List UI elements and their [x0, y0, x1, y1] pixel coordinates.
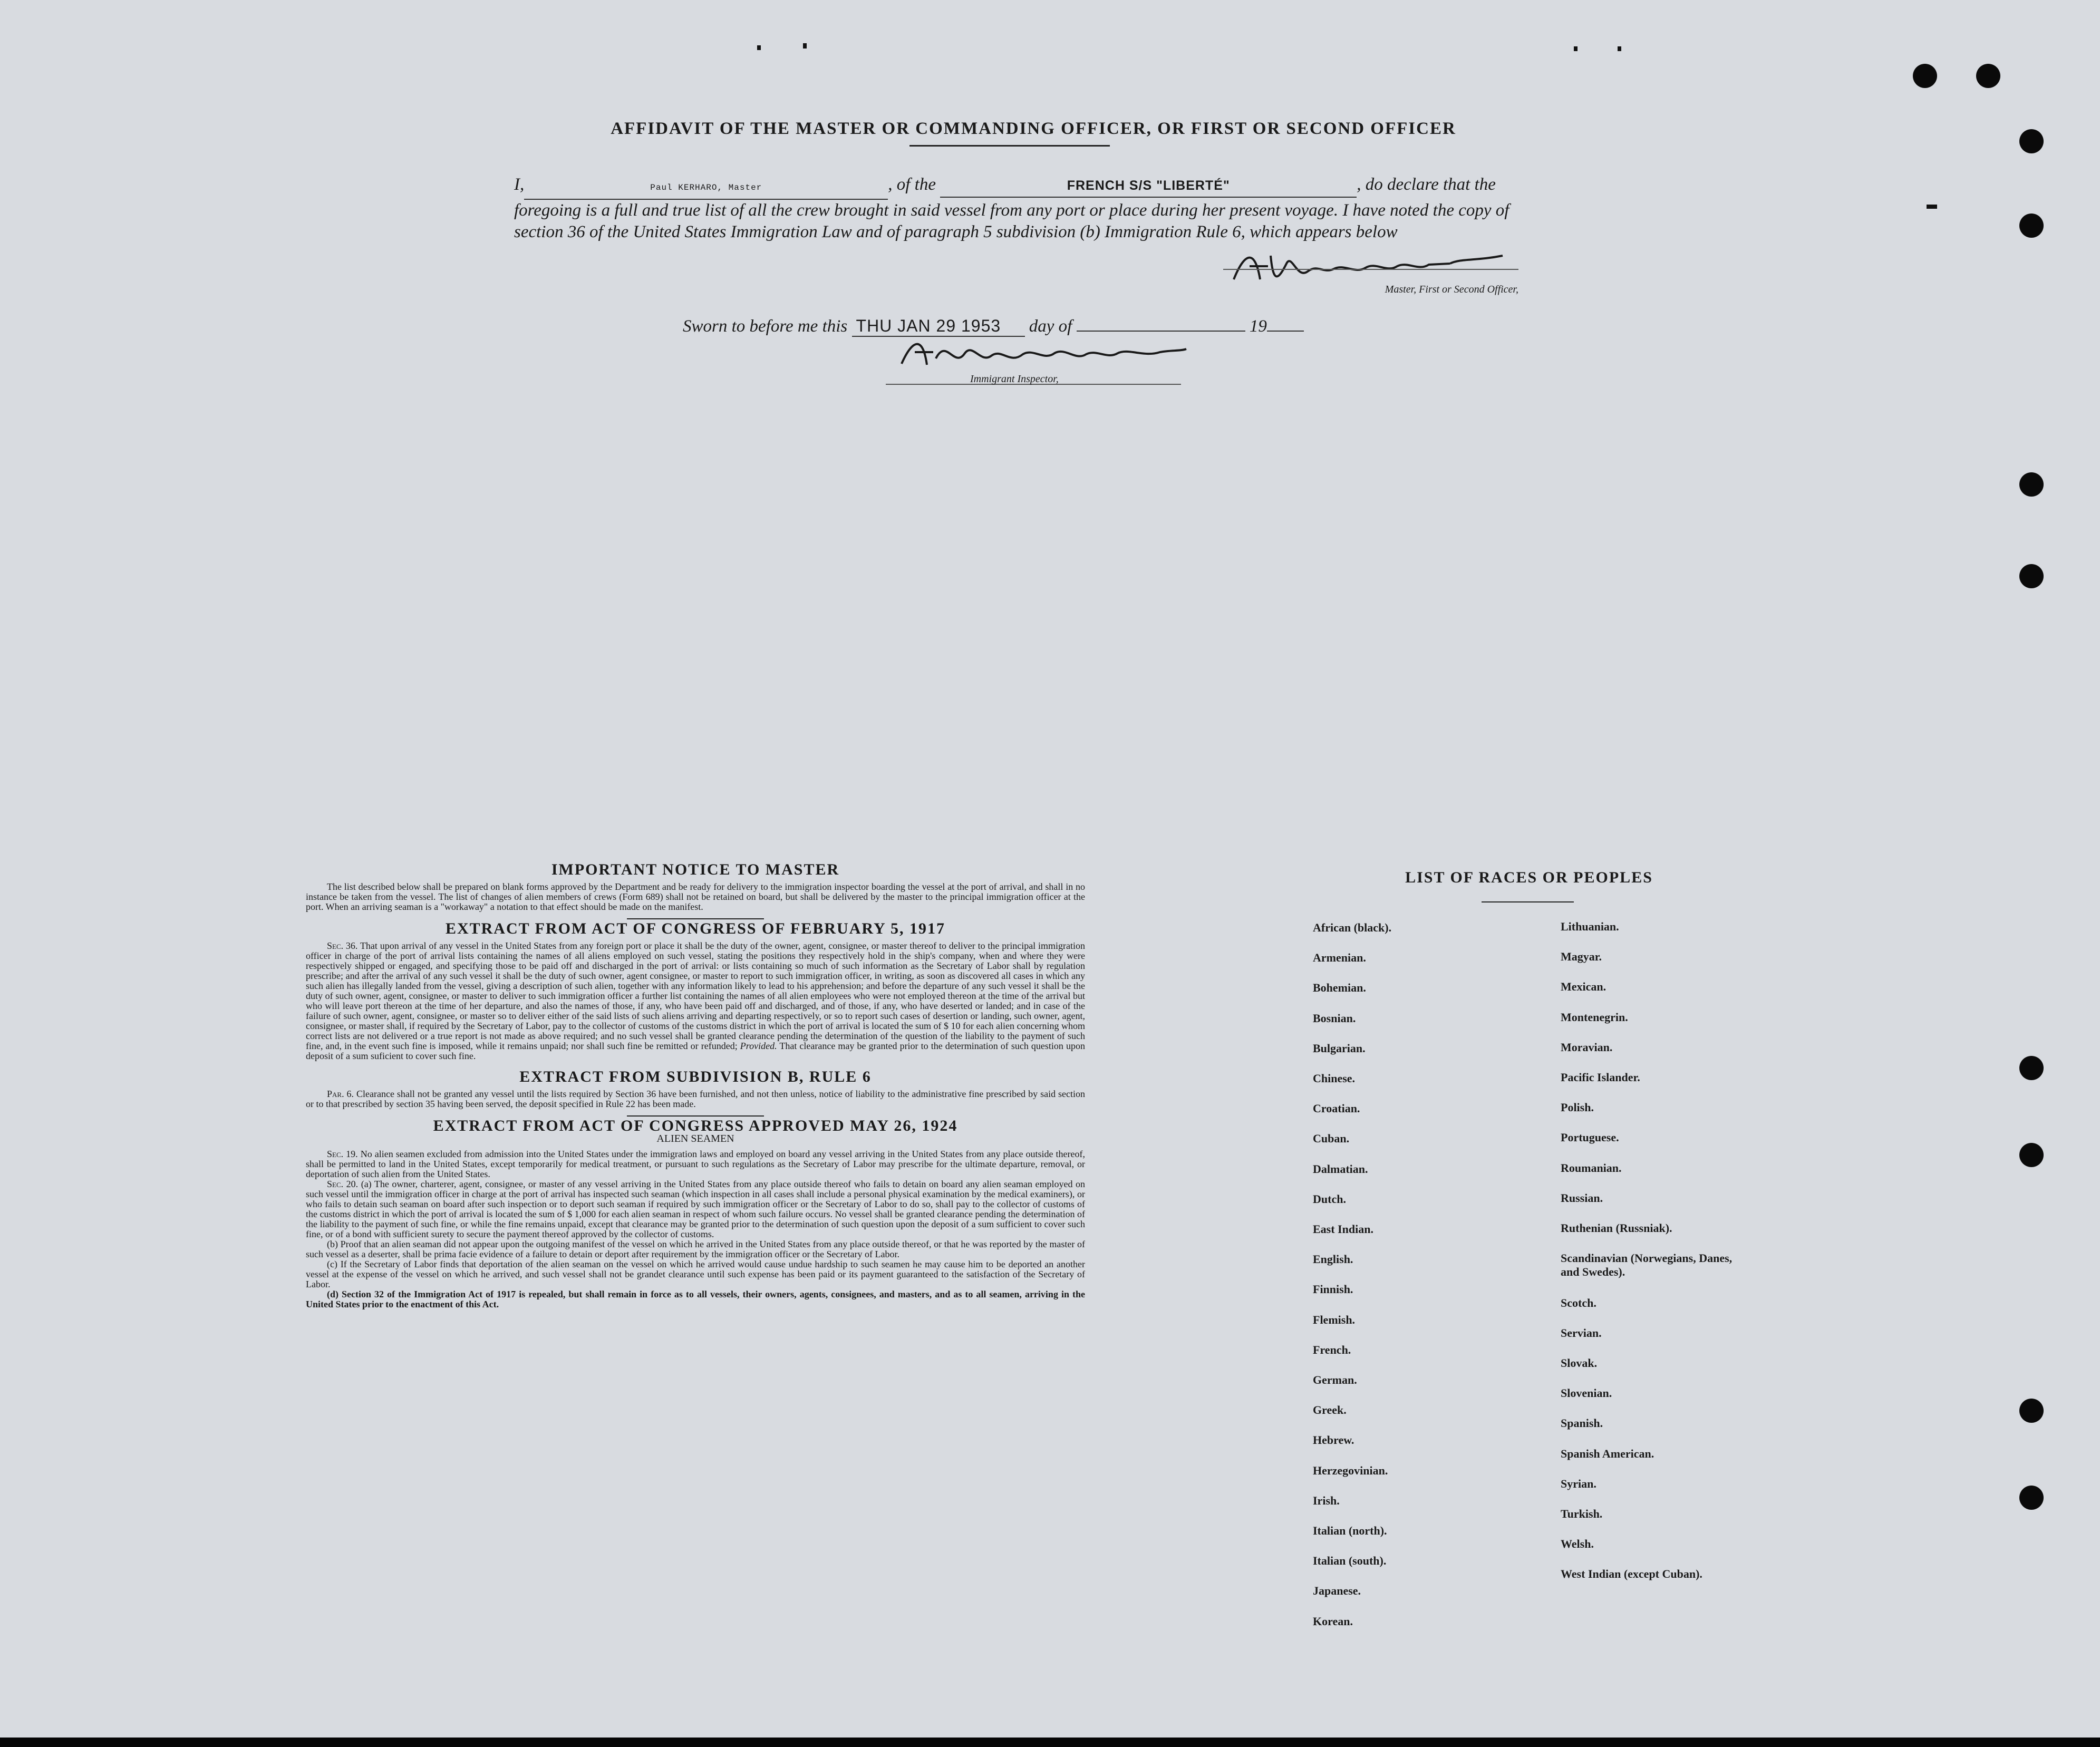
- month-field: [1077, 331, 1245, 332]
- punch-hole: [2019, 129, 2044, 153]
- sec19-text: No alien seamen excluded from admission into the United States under the immigration laws and employed on board any vessel arriving in the United States from any place outside thereof, shall be permitted to land in the United States, except temporarily for medical treatment, or pursuant to such regulations as the Secretary of Labor may prescribe for the ultimate departure, removal, or deportation of such alien from the United States.: [306, 1149, 1086, 1179]
- divider: [627, 918, 764, 919]
- title-underline: [909, 145, 1110, 147]
- race-item: Dalmatian.: [1313, 1162, 1368, 1176]
- sec36-end: That clearance may be granted prior to the determination of such question upon deposit of a sum suficient to cover such fine.: [306, 1041, 1085, 1061]
- race-item: French.: [1313, 1343, 1351, 1356]
- signature-label: Master, First or Second Officer,: [1385, 284, 1518, 295]
- inspector-label: Immigrant Inspector,: [970, 373, 1059, 385]
- race-item: Herzegovinian.: [1313, 1464, 1388, 1477]
- year-prefix: 19: [1249, 317, 1267, 336]
- i-text: I,: [514, 175, 525, 194]
- alien-seamen-heading: ALIEN SEAMEN: [656, 1133, 734, 1144]
- ink-speck: [1618, 46, 1621, 51]
- sec36-label: Sec. 36.: [327, 940, 358, 951]
- race-item: Pacific Islander.: [1561, 1071, 1640, 1084]
- signature-line: [1223, 269, 1518, 270]
- of-the-text: , of the: [888, 175, 936, 194]
- par6-text: Clearance shall not be granted any vessel until the lists required by Section 36 have been furnished, and not then unless, notice of liability to the administrative fine prescribed by said section or to that prescribed by section 35 having been served, the deposit specified in Rule 22 has been made.: [306, 1089, 1086, 1109]
- act-1917-title: EXTRACT FROM ACT OF CONGRESS OF FEBRUARY 5, 1917: [445, 920, 946, 937]
- race-item: Italian (south).: [1313, 1554, 1387, 1567]
- race-item: Korean.: [1313, 1615, 1353, 1628]
- punch-hole: [2019, 1143, 2044, 1167]
- vessel-field: FRENCH S/S "LIBERTÉ": [940, 175, 1357, 198]
- race-item: Scandinavian (Norwegians, Danes, and Swedes).: [1561, 1251, 1733, 1278]
- notice-section: [306, 861, 1086, 1309]
- affidavit-title: AFFIDAVIT OF THE MASTER OR COMMANDING OFFICER, OR FIRST OR SECOND OFFICER: [611, 119, 1456, 138]
- race-item: Montenegrin.: [1561, 1011, 1628, 1024]
- race-item: Polish.: [1561, 1101, 1594, 1114]
- race-item: East Indian.: [1313, 1222, 1373, 1236]
- notice-title: IMPORTANT NOTICE TO MASTER: [551, 861, 840, 878]
- race-item: Mexican.: [1561, 980, 1607, 993]
- race-item: Bulgarian.: [1313, 1042, 1366, 1055]
- race-item: Armenian.: [1313, 951, 1366, 964]
- sec19-label: Sec. 19.: [327, 1149, 358, 1159]
- sworn-text: Sworn to before me this: [683, 317, 848, 336]
- year-field: [1267, 331, 1304, 332]
- race-item: Welsh.: [1561, 1537, 1594, 1550]
- day-of-text: day of: [1029, 317, 1072, 336]
- act-1924-title: EXTRACT FROM ACT OF CONGRESS APPROVED MAY 26, 1924: [433, 1117, 958, 1134]
- sworn-date-stamp: THU JAN 29 1953: [852, 316, 1025, 337]
- punch-hole: [2019, 472, 2044, 497]
- punch-hole: [2019, 1056, 2044, 1080]
- section-36: [306, 941, 1085, 1061]
- race-item: Russian.: [1561, 1191, 1603, 1205]
- race-item: Croatian.: [1313, 1102, 1360, 1115]
- section-20b: (b) Proof that an alien seaman did not appear upon the outgoing manifest of the vessel on which he arrived in the United States from any place outside thereof, or that he was reported by the master of such vessel as a deserter, shall be prima facie evidence of a failure to detain or deport after requirement by the immigration officer or the Secretary of Labor.: [306, 1239, 1085, 1259]
- race-item: Servian.: [1561, 1326, 1602, 1340]
- statement-text: that the foregoing is a full and true list of all the crew brought in said vessel from any port or place during her present voyage. I have noted the copy of section 36 of the United States Immigration Law and of paragraph 5 subdivision (b) Immigration Rule 6, which appears below: [514, 175, 1509, 241]
- race-item: Finnish.: [1313, 1283, 1353, 1296]
- race-item: West Indian (except Cuban).: [1561, 1567, 1702, 1580]
- punch-hole: [2019, 213, 2044, 238]
- race-item: Spanish American.: [1561, 1447, 1654, 1460]
- section-20d: (d) Section 32 of the Immigration Act of 1917 is repealed, but shall remain in force as to all vessels, their owners, agents, consignees, and masters, and as to all seamen, arriving in the United States prior to the enactment of this Act.: [306, 1289, 1085, 1309]
- ink-speck: [1574, 46, 1578, 51]
- race-item: Slovak.: [1561, 1356, 1598, 1370]
- race-item: Syrian.: [1561, 1477, 1596, 1490]
- race-item: Spanish.: [1561, 1416, 1603, 1430]
- race-item: Lithuanian.: [1561, 920, 1619, 933]
- race-item: Cuban.: [1313, 1132, 1350, 1145]
- notice-intro: The list described below shall be prepared on blank forms approved by the Department and be ready for delivery to the immigration inspector boarding the vessel at the port of arrival, and shall in no instance be taken from the vessel. The list of changes of alien members of crews (Form 689) shall not be retained on board, but shall be delivered by the master to the principal immigration officer at the port. When an arriving seaman is a "workaway" a notation to that effect should be made on the manifest.: [306, 881, 1085, 912]
- race-item: Slovenian.: [1561, 1386, 1612, 1400]
- punch-hole: [2019, 1486, 2044, 1510]
- races-underline: [1482, 901, 1574, 902]
- sec36-provided: Provided.: [740, 1041, 777, 1051]
- ink-speck: [1927, 205, 1937, 209]
- race-item: Dutch.: [1313, 1192, 1346, 1206]
- sec20-label: Sec. 20.: [327, 1179, 359, 1189]
- section-20c: (c) If the Secretary of Labor finds that deportation of the alien seaman on the vessel on which he arrived would cause undue hardship to such seamen he may cause him to be deported an another vessel at the expense of the vessel on which he arrived, and such vessel shall not be grandet clearance until such expense has been paid or its payment guaranteed to the satisfaction of the Secretary of Labor.: [306, 1259, 1085, 1289]
- ink-speck: [757, 45, 761, 50]
- race-item: Bohemian.: [1313, 981, 1366, 994]
- race-item: Ruthenian (Russniak).: [1561, 1221, 1672, 1235]
- race-item: Scotch.: [1561, 1296, 1596, 1309]
- master-signature: [1228, 242, 1534, 290]
- race-item: Roumanian.: [1561, 1161, 1622, 1175]
- sec36-text: That upon arrival of any vessel in the United States from any foreign port or place it shall be the duty of the owner, agent, consignee, or master thereof to deliver to the principal immigration officer in charge of the port of arrival lists containing the names of all aliens employed on such vessel, stating the positions they respectively hold in the ship's company, when and where they were respectively shipped or engaged, and specifying those to be paid off and discharged in the port of arrival: or lists containing so much of such information as the Secretary of Labor shall by regulation prescribe; and after the arrival of any such vessel it shall be the duty of such owner, agent consignee, or master to report to such immigration officer, in writing, as soon as discovered all cases in which any such alien has illegally landed from the vessel, giving a description of such alien, together with any information likely to lead to his apprehension; and before the departure of any such vessel it shall be the duty of such owner, agent, consignee, or master to deliver to such immigration officer a further list containing the names of all alien employees who were not employed thereon at the time of the arrival but who will leave port thereon at the time of her departure, and also the names of those, if any, who have been paid off and discharged, and of those, if any, who have deserted or landed; and in case of the failure of such owner, agent, consignee, or master so to deliver either of the said lists of such aliens arriving and departing respectively, or so to report such cases of desertion or landing, such owner, agent, consignee, or master shall, if required by the Secretary of Labor, pay to the collector of customs of the customs district in which the port of arrival is located the sum of $ 10 for each alien concerning whom correct lists are not delivered or a true report is not made as above required; and no such vessel shall be granted clearance pending the determination of the question of the liability to the payment of such fine, and, in the event such fine is imposed, while it remains unpaid; nor shall such fine be remitted or refunded;: [306, 940, 1085, 1051]
- race-item: African (black).: [1313, 921, 1392, 934]
- punch-hole: [2019, 564, 2044, 588]
- race-item: Bosnian.: [1313, 1012, 1356, 1025]
- race-item: Moravian.: [1561, 1041, 1613, 1054]
- paragraph-6: [306, 1089, 1085, 1109]
- master-name-field: Paul KERHARO, Master: [524, 177, 888, 200]
- punch-hole: [1913, 64, 1937, 88]
- race-item: German.: [1313, 1373, 1357, 1386]
- race-item: Greek.: [1313, 1403, 1347, 1416]
- race-item: Magyar.: [1561, 950, 1602, 963]
- affidavit-statement: [514, 174, 1518, 243]
- par6-label: Par. 6.: [327, 1089, 354, 1099]
- race-item: Portuguese.: [1561, 1131, 1619, 1144]
- race-item: Turkish.: [1561, 1507, 1603, 1520]
- section-19: [306, 1149, 1085, 1179]
- divider: [627, 1115, 764, 1117]
- rule-6-title: EXTRACT FROM SUBDIVISION B, RULE 6: [519, 1068, 872, 1085]
- punch-hole: [2019, 1399, 2044, 1423]
- race-item: Chinese.: [1313, 1072, 1356, 1085]
- punch-hole: [1976, 64, 2000, 88]
- race-item: Japanese.: [1313, 1584, 1361, 1597]
- race-item: Hebrew.: [1313, 1433, 1354, 1447]
- section-20a: [306, 1179, 1085, 1239]
- inspector-signature: [896, 332, 1192, 374]
- do-declare-text: , do declare: [1357, 175, 1439, 194]
- race-item: English.: [1313, 1253, 1353, 1266]
- races-title: LIST OF RACES OR PEOPLES: [1405, 869, 1653, 886]
- ink-speck: [803, 43, 807, 48]
- race-item: Italian (north).: [1313, 1524, 1387, 1537]
- sec20a-text: (a) The owner, charterer, agent, consignee, or master of any vessel arriving in the United States from any place outside thereof who fails to detain on board any alien seaman employed on such vessel until the immigration officer in charge at the port of arrival has inspected such seaman (which inspection in all cases shall include a personal physical examination by the medical examiners), or who fails to detain such seaman on board after such inspection or to deport such seaman if required by such immigration officer or the Secretary of Labor to do so, shall pay to the collector of customs of the customs district in which the port of arrival is located the sum of $ 1,000 for each alien seaman in respect of whom such failure occurs. No vessel shall be granted clearance pending the determination of the liability to the payment of such fine, or while the fine remains unpaid, except that clearance may be granted prior to the determination of such question upon the deposit of a sum sufficient to cover such fine, or of a bond with sufficient surety to secure the payment thereof approved by the collector of customs.: [306, 1179, 1086, 1239]
- race-item: Flemish.: [1313, 1313, 1356, 1326]
- race-item: Irish.: [1313, 1494, 1340, 1507]
